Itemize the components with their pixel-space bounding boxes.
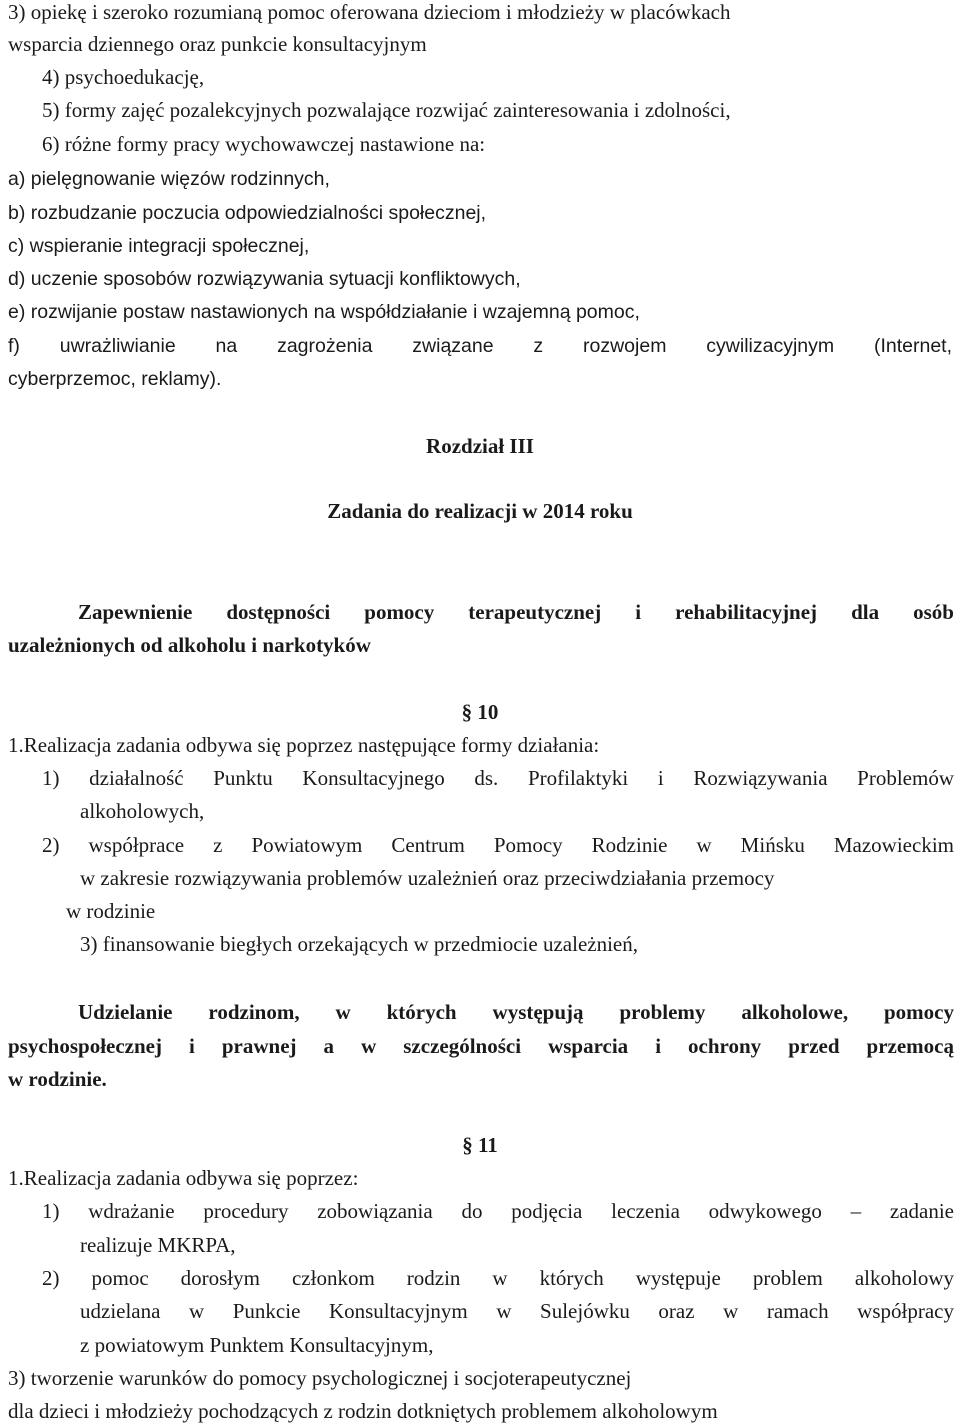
list-item: w zakresie rozwiązywania problemów uzależnień oraz przeciwdziałania przemocy — [80, 866, 775, 890]
list-item: 6) różne formy pracy wychowawczej nastawione na: — [42, 132, 486, 156]
list-item: 1) wdrażanie procedury zobowiązania do podjęcia leczenia odwykowego – zadanie — [42, 1199, 954, 1223]
list-item: d) uczenie sposobów rozwiązywania sytuacji konfliktowych, — [8, 268, 521, 290]
list-item: 1) działalność Punktu Konsultacyjnego ds. Profilaktyki i Rozwiązywania Problemów — [42, 766, 954, 790]
task-heading: w rodzinie. — [8, 1067, 107, 1091]
paragraph: 1.Realizacja zadania odbywa się poprzez: — [8, 1166, 359, 1190]
list-item: 3) finansowanie biegłych orzekających w przedmiocie uzależnień, — [80, 932, 638, 956]
list-item: 4) psychoedukację, — [42, 65, 205, 89]
list-item: udzielana w Punkcie Konsultacyjnym w Sulejówku oraz w ramach współpracy — [80, 1299, 954, 1323]
list-item: realizuje MKRPA, — [80, 1233, 236, 1257]
list-item: cyberprzemoc, reklamy). — [8, 368, 222, 390]
chapter-subtitle: Zadania do realizacji w 2014 roku — [327, 499, 633, 523]
list-item: 5) formy zajęć pozalekcyjnych pozwalające rozwijać zainteresowania i zdolności, — [42, 98, 731, 122]
list-item: z powiatowym Punktem Konsultacyjnym, — [80, 1333, 434, 1357]
chapter-title: Rozdział III — [426, 434, 534, 458]
list-item: dla dzieci i młodzieży pochodzących z rodzin dotkniętych problemem alkoholowym — [8, 1399, 718, 1423]
list-item: alkoholowych, — [80, 799, 205, 823]
task-heading: uzależnionych od alkoholu i narkotyków — [8, 633, 371, 657]
list-item: c) wspieranie integracji społecznej, — [8, 235, 310, 257]
section-number: § 11 — [462, 1133, 498, 1157]
task-heading: psychospołecznej i prawnej a w szczególności wsparcia i ochrony przed przemocą — [8, 1034, 954, 1058]
list-item: 2) pomoc dorosłym członkom rodzin w których występuje problem alkoholowy — [42, 1266, 954, 1290]
list-item: w rodzinie — [66, 899, 156, 923]
list-item: a) pielęgnowanie więzów rodzinnych, — [8, 168, 330, 190]
list-item: 2) współprace z Powiatowym Centrum Pomocy Rodzinie w Mińsku Mazowieckim — [42, 833, 954, 857]
list-item: 3) opiekę i szeroko rozumianą pomoc oferowana dzieciom i młodzieży w placówkach — [8, 0, 731, 24]
task-heading: Udzielanie rodzinom, w których występują problemy alkoholowe, pomocy — [78, 1000, 954, 1024]
section-number: § 10 — [461, 700, 499, 724]
list-item: e) rozwijanie postaw nastawionych na współdziałanie i wzajemną pomoc, — [8, 301, 640, 323]
list-item: b) rozbudzanie poczucia odpowiedzialności społecznej, — [8, 202, 487, 224]
list-item: 3) tworzenie warunków do pomocy psychologicznej i socjoterapeutycznej — [8, 1366, 632, 1390]
list-item: wsparcia dziennego oraz punkcie konsultacyjnym — [8, 32, 427, 56]
list-item: f) uwrażliwianie na zagrożenia związane z rozwojem cywilizacyjnym (Internet, — [8, 335, 952, 357]
paragraph: 1.Realizacja zadania odbywa się poprzez następujące formy działania: — [8, 733, 600, 757]
task-heading: Zapewnienie dostępności pomocy terapeutycznej i rehabilitacyjnej dla osób — [78, 600, 954, 624]
